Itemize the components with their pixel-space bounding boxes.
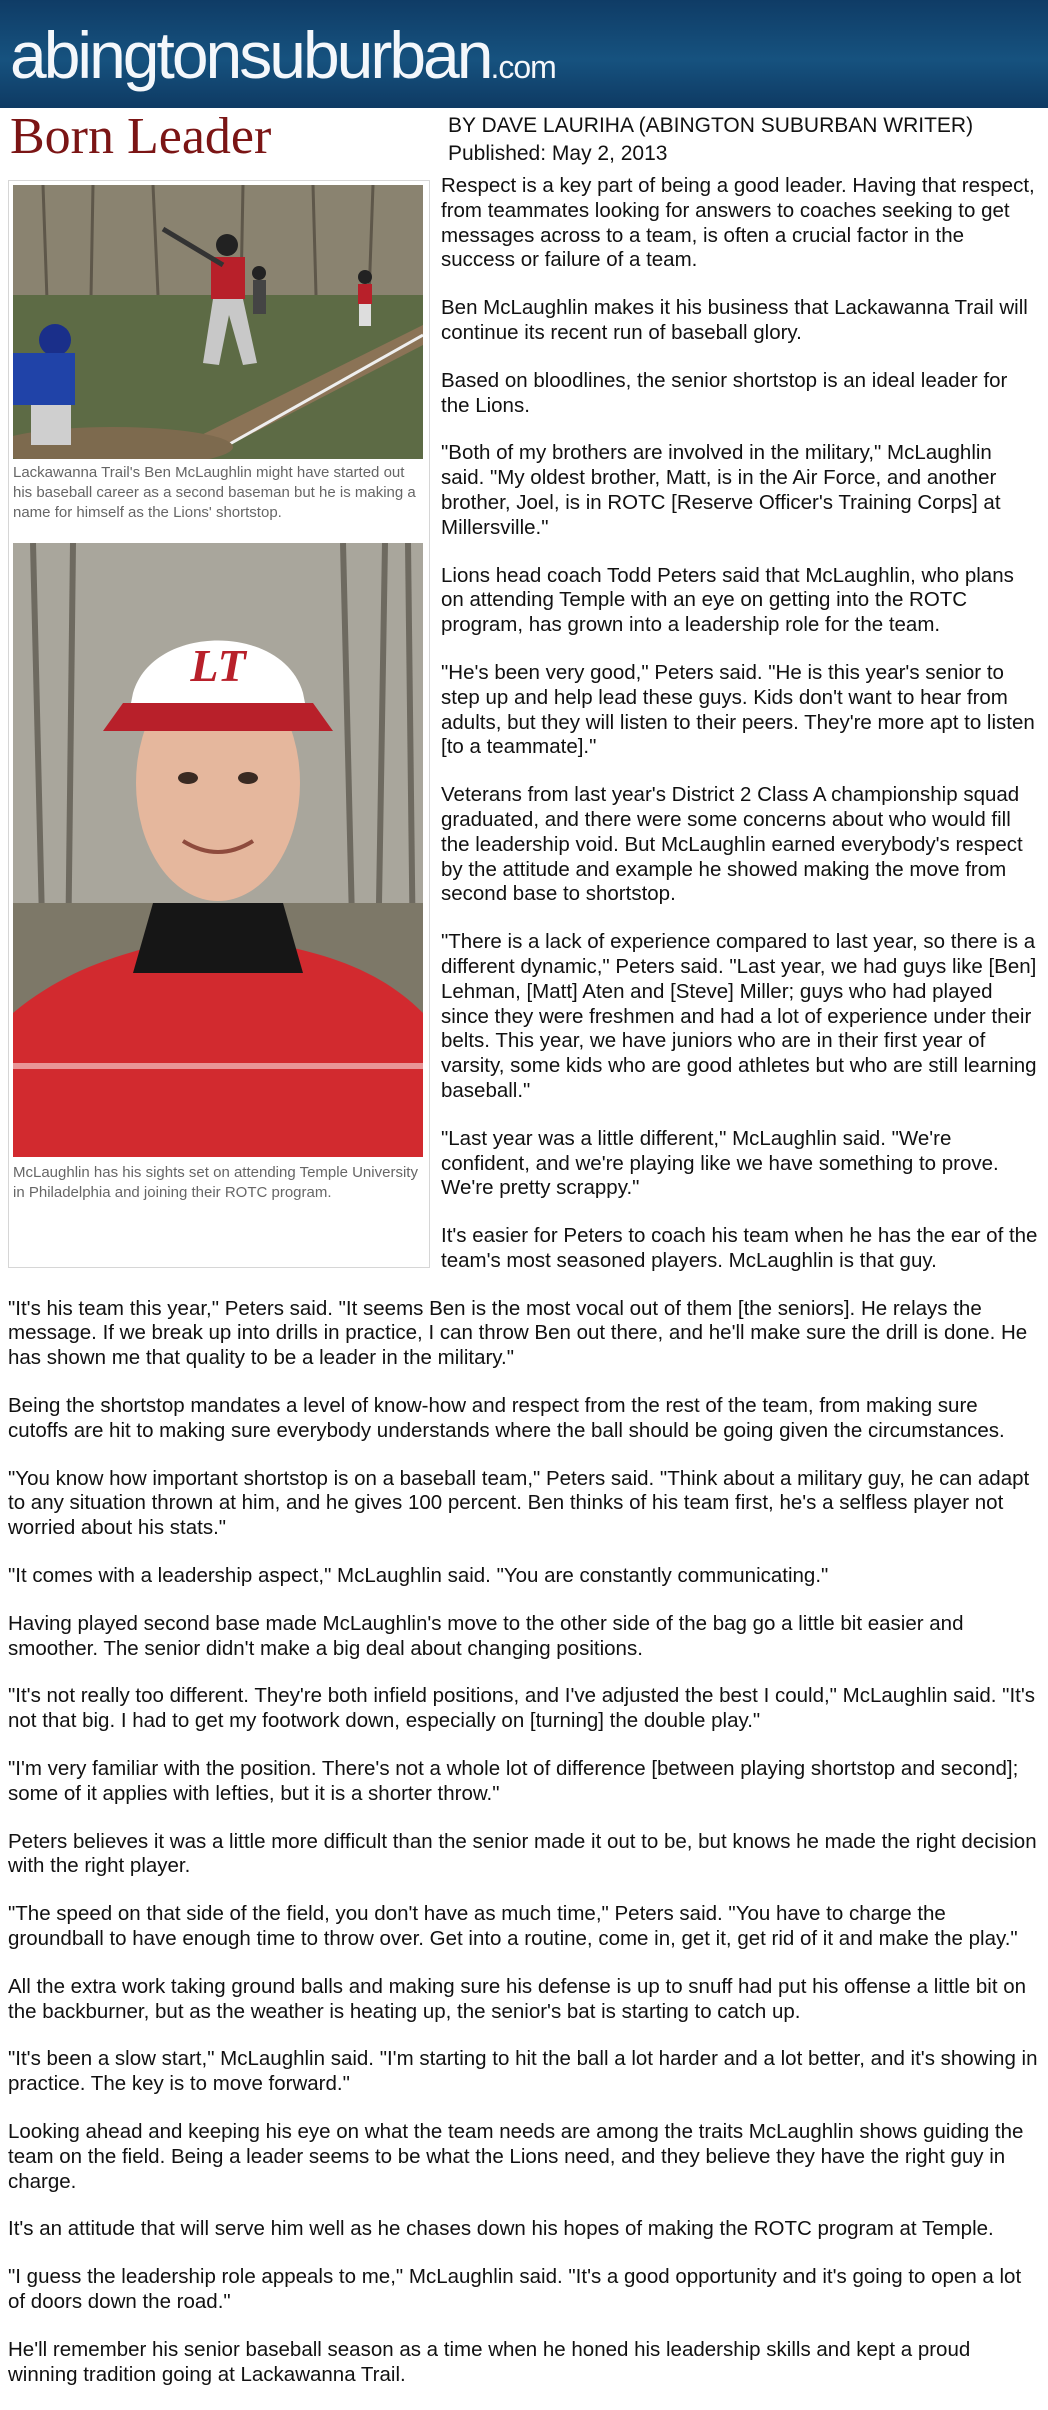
article-paragraph: Peters believes it was a little more difficult than the senior made it out to be, but knows he made the right decision with the right player. [8, 1829, 1037, 1878]
article-paragraph: Respect is a key part of being a good leader. Having that respect, from teammates looking for answers to coaches seeking to get messages across to a team, is often a crucial factor in the success or failure of a team. [441, 174, 1035, 272]
article-paragraph: "It's not really too different. They're both infield positions, and I've adjusted the best I could," McLaughlin said. "It's not that big. I had to get my footwork down, especially on [turning] the double play." [8, 1684, 1036, 1733]
cap-logo: LT [190, 640, 246, 691]
article-paragraph: Ben McLaughlin makes it his business that Lackawanna Trail will continue its recent run of baseball glory. [441, 296, 1028, 344]
site-logo-name: abingtonsuburban [10, 18, 491, 92]
article-byline: BY DAVE LAURIHA (ABINGTON SUBURBAN WRITER) [448, 114, 974, 137]
batting-photo-caption: Lackawanna Trail's Ben McLaughlin might have started out his baseball career as a second baseman but he is making a name for himself as the Lions' shortstop. [13, 464, 416, 521]
article-paragraph: "I guess the leadership role appeals to me," McLaughlin said. "It's a good opportunity and it's going to open a lot of doors down the road." [8, 2265, 1022, 2313]
site-header [0, 0, 1048, 108]
article-paragraph: Having played second base made McLaughlin's move to the other side of the bag go a little bit easier and smoother. The senior didn't make a big deal about changing positions. [8, 1611, 964, 1660]
article-paragraph: "He's been very good," Peters said. "He is this year's senior to step up and help lead these guys. Kids don't want to hear from adults, but they will listen to their peers. They're more apt to listen [to a teammate]." [441, 660, 1035, 759]
article-paragraph: "It's his team this year," Peters said. "It seems Ben is the most vocal out of them [the seniors]. He relays the message. If we break up into drills in practice, I can throw Ben out there, and he'll make sure the drill is done. He has shown me that quality to be a leader in the military." [8, 1296, 1028, 1370]
article-byline-block [448, 112, 973, 168]
article-paragraph: Lions head coach Todd Peters said that McLaughlin, who plans on attending Temple with an eye on getting into the ROTC program, has grown into a leadership role for the team. [441, 563, 1014, 637]
article-paragraph: It's an attitude that will serve him well as he chases down his hopes of making the ROTC program at Temple. [8, 2217, 994, 2241]
article-paragraph: All the extra work taking ground balls and making sure his defense is up to snuff had put his offense a little bit on the backburner, but as the weather is heating up, the senior's bat is starting to catch up. [8, 1974, 1027, 2023]
article-paragraph: Looking ahead and keeping his eye on what the team needs are among the traits McLaughlin shows guiding the team on the field. Being a leader seems to be what the Lions need, and they believe they have the right guy in charge. [8, 2120, 1024, 2193]
article-paragraph: "The speed on that side of the field, you don't have as much time," Peters said. "You have to charge the groundball to have enough time to throw over. Get into a routine, come in, get it, get rid of it and make the play." [8, 1902, 1018, 1951]
article-body [0, 174, 1048, 2410]
article-paragraph: Based on bloodlines, the senior shortstop is an ideal leader for the Lions. [441, 368, 1008, 417]
article-paragraph: "There is a lack of experience compared to last year, so there is a different dynamic," Peters said. "Last year, we had guys like [Ben] Lehman, [Matt] Aten and [Steve] Miller; guys who had played since they were freshmen and had a lot of experience under their belts. This year, we have juniors who are in their first year of varsity, some kids who are good athletes but who are still learning baseball." [441, 930, 1037, 1102]
site-logo[interactable] [10, 18, 556, 92]
article-title: Born Leader [10, 108, 272, 165]
article-published-date: Published: May 2, 2013 [448, 142, 668, 165]
site-logo-suffix: .com [490, 49, 556, 85]
portrait-photo-caption: McLaughlin has his sights set on attending Temple University in Philadelphia and joining their ROTC program. [13, 1164, 418, 1201]
article-paragraph: Veterans from last year's District 2 Class A championship squad graduated, and there were some concerns about who would fill the leadership void. But McLaughlin earned everybody's respect by the attitude and example he showed making the move from second base to shortstop. [441, 783, 1023, 906]
article-paragraph: "It's been a slow start," McLaughlin said. "I'm starting to hit the ball a lot harder and a lot better, and it's showing in practice. The key is to move forward." [8, 2047, 1038, 2096]
article-paragraph: "Both of my brothers are involved in the military," McLaughlin said. "My oldest brother, Matt, is in the Air Force, and another brother, Joel, is in ROTC [Reserve Officer's Training Corps] at Millersville." [441, 441, 1001, 539]
article-paragraph: "It comes with a leadership aspect," McLaughlin said. "You are constantly communicating." [8, 1564, 829, 1588]
article-paragraph: He'll remember his senior baseball season as a time when he honed his leadership skills and kept a proud winning tradition going at Lackawanna Trail. [8, 2337, 971, 2386]
article-paragraph: It's easier for Peters to coach his team when he has the ear of the team's most seasoned players. McLaughlin is that guy. [441, 1224, 1038, 1272]
article-paragraph: "I'm very familiar with the position. There's not a whole lot of difference [between playing shortstop and second]; some of it applies with lefties, but it is a shorter throw." [8, 1757, 1019, 1805]
article-paragraph: Being the shortstop mandates a level of know-how and respect from the rest of the team, from making sure cutoffs are hit to making sure everybody understands where the ball should be going given the circumstances. [8, 1394, 1005, 1442]
article-paragraph: "Last year was a little different," McLaughlin said. "We're confident, and we're playing like we have something to prove. We're pretty scrappy." [441, 1126, 999, 1200]
article-paragraph: "You know how important shortstop is on a baseball team," Peters said. "Think about a military guy, he can adapt to any situation thrown at him, and he gives 100 percent. Ben thinks of his team first, he's a selfless player not worried about his stats." [8, 1466, 1030, 1540]
